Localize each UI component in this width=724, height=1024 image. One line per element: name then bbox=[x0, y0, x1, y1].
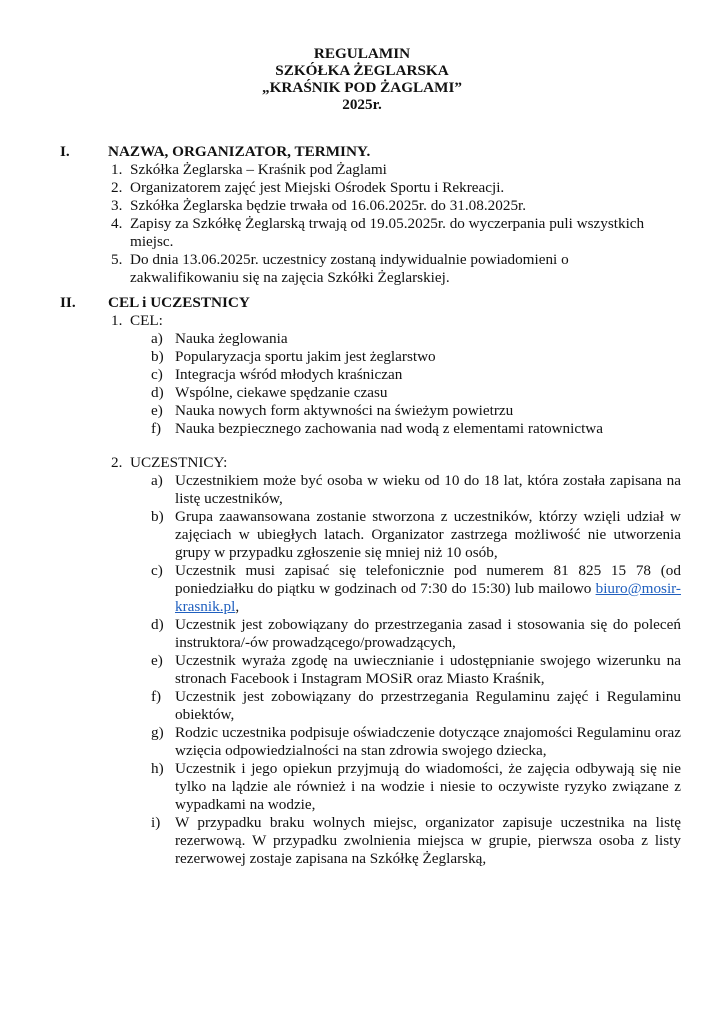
goal-item bbox=[0, 420, 724, 438]
item-letter: d) bbox=[151, 616, 164, 633]
participant-rule bbox=[0, 508, 724, 562]
subsection-cel bbox=[0, 312, 724, 330]
list-item bbox=[0, 161, 724, 179]
goal-item bbox=[0, 330, 724, 348]
item-letter: h) bbox=[151, 760, 164, 777]
document-title bbox=[0, 45, 724, 113]
item-number: 2. bbox=[111, 179, 123, 196]
list-item bbox=[0, 251, 724, 287]
item-text: Zapisy za Szkółkę Żeglarską trwają od 19.05.2025r. do wyczerpania puli wszystkich miejsc. bbox=[130, 215, 645, 250]
item-text: Do dnia 13.06.2025r. uczestnicy zostaną indywidualnie powiadomieni o zakwalifikowaniu się na zajęcia Szkółki Żeglarskiej. bbox=[130, 251, 569, 286]
item-letter: c) bbox=[151, 366, 163, 383]
participant-rule bbox=[0, 814, 724, 868]
title-line-regulamin: REGULAMIN bbox=[313, 45, 411, 62]
rule-text: Uczestnik musi zapisać się telefonicznie pod numerem 81 825 15 78 (od poniedziałku do piątku w godzinach od 7:30 do 15:30) lub mailowo bbox=[175, 562, 681, 597]
item-letter: f) bbox=[151, 688, 162, 705]
rule-text-end: , bbox=[235, 598, 240, 615]
section-title: NAZWA, ORGANIZATOR, TERMINY. bbox=[108, 143, 371, 160]
item-letter: b) bbox=[151, 348, 164, 365]
item-text: Uczestnik jest zobowiązany do przestrzegania zasad i stosowania się do poleceń instruktora/-ów prowadzącego/prowadzących, bbox=[175, 616, 681, 651]
item-text: Organizatorem zajęć jest Miejski Ośrodek Sportu i Rekreacji. bbox=[130, 179, 505, 196]
item-text: Nauka bezpiecznego zachowania nad wodą z elementami ratownictwa bbox=[175, 420, 603, 437]
item-letter: f) bbox=[151, 420, 162, 437]
title-line-name: „KRAŚNIK POD ŻAGLAMI” bbox=[262, 79, 462, 96]
subsection-uczestnicy bbox=[0, 454, 724, 472]
section-title: CEL i UCZESTNICY bbox=[108, 294, 250, 311]
item-text: Integracja wśród młodych kraśniczan bbox=[175, 366, 403, 383]
section-2 bbox=[0, 294, 724, 868]
section-1 bbox=[0, 143, 724, 287]
section-1-heading bbox=[0, 143, 724, 161]
participant-rule bbox=[0, 652, 724, 688]
item-letter: e) bbox=[151, 652, 163, 669]
item-text: Uczestnik wyraża zgodę na uwiecznianie i udostępnianie swojego wizerunku na stronach Facebook i Instagram MOSiR oraz Miasto Kraśnik, bbox=[175, 652, 681, 687]
item-text: Szkółka Żeglarska będzie trwała od 16.06.2025r. do 31.08.2025r. bbox=[130, 197, 527, 214]
item-number: 4. bbox=[111, 215, 123, 232]
participant-rule bbox=[0, 562, 724, 616]
item-letter: i) bbox=[151, 814, 161, 831]
title-line-year: 2025r. bbox=[342, 96, 382, 113]
subsection-label: CEL: bbox=[130, 312, 163, 329]
list-item bbox=[0, 179, 724, 197]
goal-item bbox=[0, 348, 724, 366]
participant-rule bbox=[0, 472, 724, 508]
list-item bbox=[0, 215, 724, 251]
item-number: 1. bbox=[111, 312, 123, 329]
participant-rule bbox=[0, 616, 724, 652]
item-number: 1. bbox=[111, 161, 123, 178]
item-letter: g) bbox=[151, 724, 164, 741]
item-number: 5. bbox=[111, 251, 123, 268]
item-text: Grupa zaawansowana zostanie stworzona z uczestników, którzy wzięli udział w zajęciach w ubiegłych latach. Organizator zastrzega możliwość nie utworzenia grupy w przypadku zgłoszenie się mniej niż 10 osób, bbox=[175, 508, 681, 561]
participant-rule bbox=[0, 724, 724, 760]
item-text: Nauka żeglowania bbox=[175, 330, 288, 347]
item-letter: c) bbox=[151, 562, 163, 579]
item-text: Rodzic uczestnika podpisuje oświadczenie dotyczące znajomości Regulaminu oraz wzięcia odpowiedzialności na stan zdrowia swojego dziecka, bbox=[175, 724, 681, 759]
item-number: 2. bbox=[111, 454, 123, 471]
item-text: Uczestnik i jego opiekun przyjmują do wiadomości, że zajęcia odbywają się nie tylko na lądzie ale również i na wodzie i niesie to oczywiste ryzyko związane z wypadkami na wodzie, bbox=[175, 760, 681, 813]
list-item bbox=[0, 197, 724, 215]
item-text: Wspólne, ciekawe spędzanie czasu bbox=[175, 384, 388, 401]
subsection-label: UCZESTNICY: bbox=[130, 454, 228, 471]
item-letter: e) bbox=[151, 402, 163, 419]
item-text: Uczestnik jest zobowiązany do przestrzegania Regulaminu zajęć i Regulaminu obiektów, bbox=[175, 688, 681, 723]
participant-rule bbox=[0, 688, 724, 724]
item-letter: d) bbox=[151, 384, 164, 401]
item-letter: a) bbox=[151, 330, 163, 347]
section-number: I. bbox=[60, 143, 70, 160]
section-2-heading bbox=[0, 294, 724, 312]
item-text: Nauka nowych form aktywności na świeżym powietrzu bbox=[175, 402, 514, 419]
item-text bbox=[175, 562, 681, 616]
item-text: Uczestnikiem może być osoba w wieku od 10 do 18 lat, która została zapisana na listę uczestników, bbox=[175, 472, 681, 507]
item-letter: b) bbox=[151, 508, 164, 525]
item-text: W przypadku braku wolnych miejsc, organizator zapisuje uczestnika na listę rezerwową. W przypadku zwolnienia miejsca w grupie, pierwsza osoba z listy rezerwowej zostaje zapisana na Szkółkę Żeglarską, bbox=[175, 814, 681, 867]
title-line-school: SZKÓŁKA ŻEGLARSKA bbox=[275, 62, 449, 79]
item-text: Popularyzacja sportu jakim jest żeglarstwo bbox=[175, 348, 436, 365]
item-text: Szkółka Żeglarska – Kraśnik pod Żaglami bbox=[130, 161, 387, 178]
section-number: II. bbox=[60, 294, 76, 311]
goal-item bbox=[0, 366, 724, 384]
item-number: 3. bbox=[111, 197, 123, 214]
item-letter: a) bbox=[151, 472, 163, 489]
email-link[interactable]: biuro@mosir-krasnik.pl bbox=[175, 580, 681, 615]
goal-item bbox=[0, 384, 724, 402]
participant-rule bbox=[0, 760, 724, 814]
goal-item bbox=[0, 402, 724, 420]
